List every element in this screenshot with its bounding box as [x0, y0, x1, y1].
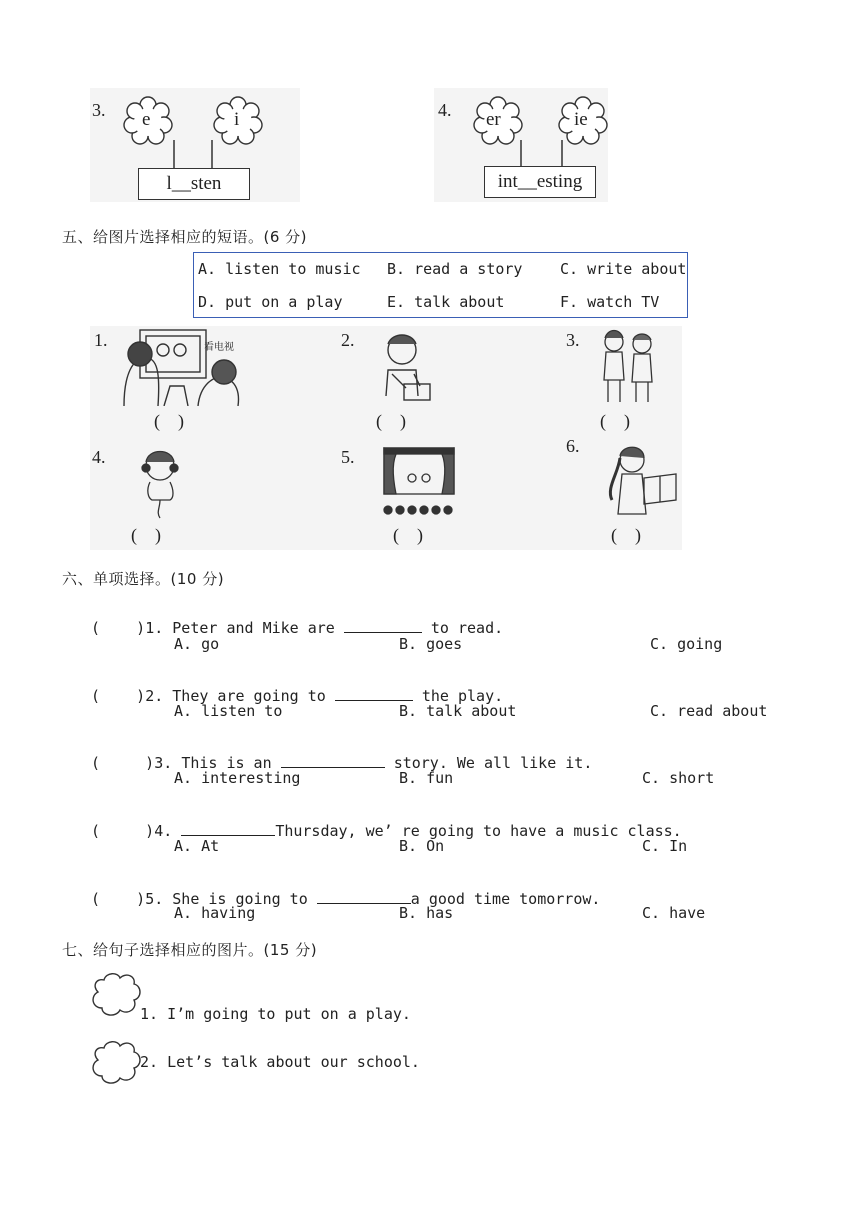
- answer-parentheses: ( ): [131, 525, 161, 545]
- question-4: ( )4. Thursday, we’ re going to have a music class.: [91, 822, 682, 840]
- choice-b[interactable]: B. has: [399, 904, 454, 922]
- answer-parentheses: ( ): [600, 411, 630, 431]
- choice-a[interactable]: A. interesting: [174, 769, 301, 787]
- flower-item-4: [434, 88, 608, 202]
- cloud-answer-box-icon[interactable]: [90, 1038, 142, 1086]
- flower-letter: i: [234, 109, 240, 130]
- word-box: int__esting: [484, 166, 596, 198]
- section5-title: 五、给图片选择相应的短语。(6 分): [62, 228, 308, 246]
- picture-caption: 看电视: [204, 342, 234, 353]
- option-f: F. watch TV: [560, 293, 660, 311]
- choice-a[interactable]: A. listen to: [174, 702, 283, 720]
- answer-blank[interactable]: [335, 686, 413, 701]
- option-d: D. put on a play: [198, 293, 343, 311]
- section7-title: 七、给句子选择相应的图片。(15 分): [62, 941, 318, 959]
- choice-b[interactable]: B. fun: [399, 769, 454, 787]
- option-b: B. read a story: [387, 260, 523, 278]
- flower-letter: ie: [574, 109, 588, 130]
- question-1: ( )1. Peter and Mike are to read.: [91, 619, 504, 637]
- flower-item-3: [90, 88, 300, 202]
- answer-parentheses[interactable]: ( ): [91, 822, 155, 840]
- section6-title: 六、单项选择。(10 分): [62, 570, 225, 588]
- writing-boy-picture: [372, 326, 442, 406]
- sentence-1: 1. I’m going to put on a play.: [140, 1005, 411, 1023]
- listening-girl-picture: [130, 442, 200, 522]
- answer-blank[interactable]: [344, 618, 422, 633]
- answer-parentheses: ( ): [611, 525, 641, 545]
- choice-b[interactable]: B. On: [399, 837, 445, 855]
- choice-a[interactable]: A. go: [174, 635, 220, 653]
- option-a: A. listen to music: [198, 260, 361, 278]
- answer-parentheses[interactable]: ( ): [91, 687, 146, 705]
- question-3: ( )3. This is an story. We all like it.: [91, 754, 593, 772]
- answer-parentheses: ( ): [376, 411, 406, 431]
- choice-c[interactable]: C. In: [642, 837, 688, 855]
- phrase-options-box: [193, 252, 688, 318]
- word-box: l__sten: [138, 168, 250, 200]
- picture-number: 5.: [341, 447, 355, 467]
- picture-number: 6.: [566, 436, 580, 456]
- question-2: ( )2. They are going to the play.: [91, 687, 504, 705]
- choice-a[interactable]: A. At: [174, 837, 220, 855]
- picture-number: 3.: [566, 330, 580, 350]
- flower-letter: e: [142, 109, 151, 130]
- choice-c[interactable]: C. short: [642, 769, 715, 787]
- answer-parentheses[interactable]: ( ): [91, 754, 155, 772]
- cloud-answer-box-icon[interactable]: [90, 970, 142, 1018]
- question-5: ( )5. She is going to a good time tomorrow.: [91, 890, 601, 908]
- choice-c[interactable]: C. have: [642, 904, 706, 922]
- choice-a[interactable]: A. having: [174, 904, 256, 922]
- answer-parentheses: ( ): [393, 525, 423, 545]
- answer-blank[interactable]: [317, 889, 411, 904]
- answer-parentheses: ( ): [154, 411, 184, 431]
- picture-number: 2.: [341, 330, 355, 350]
- option-e: E. talk about: [387, 293, 505, 311]
- flower-letter: er: [486, 109, 501, 130]
- choice-c[interactable]: C. read about: [650, 702, 768, 720]
- choice-c[interactable]: C. going: [650, 635, 723, 653]
- stage-play-picture: [378, 444, 462, 524]
- item-number: 4.: [438, 100, 452, 120]
- answer-parentheses[interactable]: ( ): [91, 890, 146, 908]
- answer-blank[interactable]: [181, 821, 275, 836]
- answer-parentheses[interactable]: ( ): [91, 619, 146, 637]
- picture-number: 1.: [94, 330, 108, 350]
- picture-number: 4.: [92, 447, 106, 467]
- item-number: 3.: [92, 100, 106, 120]
- choice-b[interactable]: B. goes: [399, 635, 463, 653]
- sentence-2: 2. Let’s talk about our school.: [140, 1053, 420, 1071]
- answer-blank[interactable]: [281, 753, 385, 768]
- talking-kids-picture: [594, 326, 664, 406]
- option-c: C. write about: [560, 260, 687, 278]
- choice-b[interactable]: B. talk about: [399, 702, 517, 720]
- reading-girl-picture: [598, 444, 682, 524]
